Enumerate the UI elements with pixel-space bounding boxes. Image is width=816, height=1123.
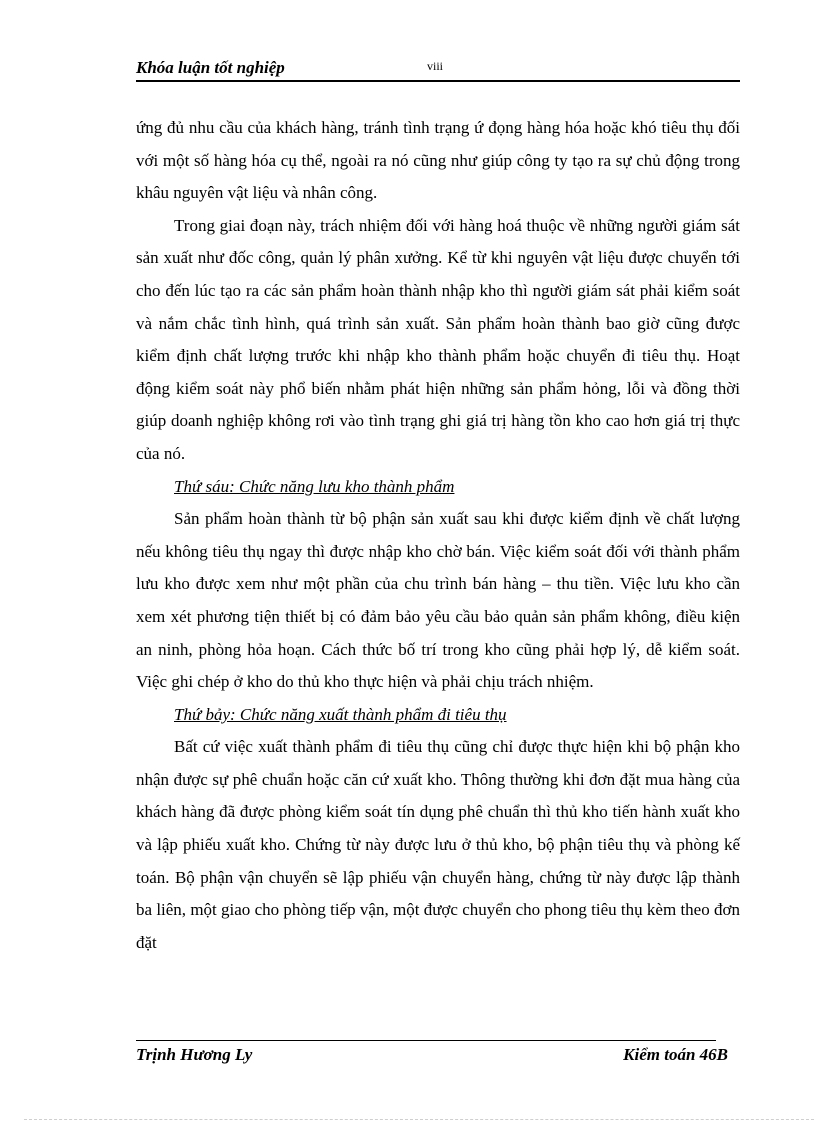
subheading-storage: Thứ sáu: Chức năng lưu kho thành phẩm [174, 476, 455, 496]
page-header [136, 56, 740, 82]
body-text [136, 112, 740, 959]
paragraph-supervision: Trong giai đoạn này, trách nhiệm đối với hàng hoá thuộc về những người giám sát sản xuất như đốc công, quản lý phân xưởng. Kể từ khi nguyên vật liệu được chuyển tới cho đến lúc tạo ra các sản phẩm hoàn thành nhập kho thì người giám sát phải kiểm soát và nắm chắc tình hình, quá trình sản xuất. Sản phẩm hoàn thành bao giờ cũng được kiểm định chất lượng trước khi nhập kho thành phẩm hoặc chuyển đi tiêu thụ. Hoạt động kiểm soát này phổ biến nhằm phát hiện những sản phẩm hỏng, lỗi và đồng thời giúp doanh nghiệp không rơi vào tình trạng ghi giá trị hàng tồn kho cao hơn giá trị thực của nó. [136, 215, 740, 463]
footer-department: Kiểm toán 46B [623, 1045, 728, 1064]
paragraph-continuation: ứng đủ nhu cầu của khách hàng, tránh tình trạng ứ đọng hàng hóa hoặc khó tiêu thụ đối với một số hàng hóa cụ thể, ngoài ra nó cũng như giúp công ty tạo ra sự chủ động trong khâu nguyên vật liệu và nhân công. [136, 118, 740, 203]
page-number: viii [427, 59, 444, 73]
page-edge-divider [24, 1119, 814, 1120]
subheading-shipping: Thứ bảy: Chức năng xuất thành phẩm đi tiêu thụ [174, 704, 507, 724]
paragraph-storage: Sản phẩm hoàn thành từ bộ phận sản xuất sau khi được kiểm định về chất lượng nếu không tiêu thụ ngay thì được nhập kho chờ bán. Việc kiểm soát đối với thành phẩm lưu kho được xem như một phần của chu trình bán hàng – thu tiền. Việc lưu kho cần xem xét phương tiện thiết bị có đảm bảo yêu cầu bảo quản sản phẩm không, điều kiện an ninh, phòng hỏa hoạn. Cách thức bố trí trong kho cũng phải hợp lý, dễ kiểm soát. Việc ghi chép ở kho do thủ kho thực hiện và phải chịu trách nhiệm. [136, 509, 740, 692]
header-title: Khóa luận tốt nghiệp [136, 58, 285, 77]
footer-author: Trịnh Hương Ly [136, 1045, 253, 1064]
footer-divider [136, 1040, 716, 1041]
paragraph-shipping: Bất cứ việc xuất thành phẩm đi tiêu thụ cũng chỉ được thực hiện khi bộ phận kho nhận được sự phê chuẩn hoặc căn cứ xuất kho. Thông thường khi đơn đặt mua hàng của khách hàng đã được phòng kiểm soát tín dụng phê chuẩn thì thủ kho tiến hành xuất kho và lập phiếu xuất kho. Chứng từ này được lưu ở thủ kho, bộ phận tiêu thụ và phòng kế toán. Bộ phận vận chuyển sẽ lập phiếu vận chuyển hàng, chứng từ này được lập thành ba liên, một giao cho phòng tiếp vận, một được chuyển cho phong tiêu thụ kèm theo đơn đặt [136, 737, 740, 952]
